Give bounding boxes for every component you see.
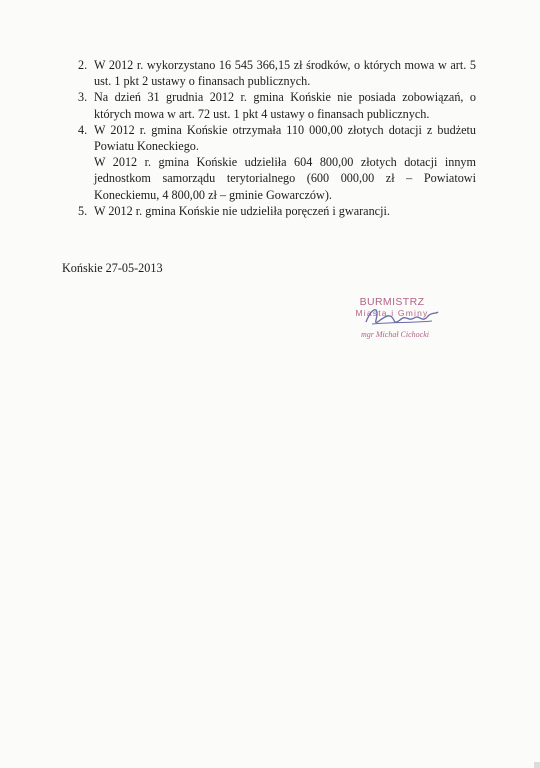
stamp-name: mgr Michał Cichocki [361, 330, 429, 339]
list-item-text: W 2012 r. gmina Końskie nie udzieliła poręczeń i gwarancji. [94, 203, 390, 218]
list-item-text: W 2012 r. gmina Końskie otrzymała 110 000,00 złotych dotacji z budżetu Powiatu Koneckiego. [94, 122, 476, 154]
list-item [78, 122, 476, 203]
list-item-number: 4. [78, 122, 88, 137]
list-item-number: 3. [78, 90, 88, 105]
stamp-subtitle: Miasta i Gminy [355, 308, 429, 318]
stamp-title: BURMISTRZ [359, 296, 425, 308]
list-item [78, 203, 476, 219]
list-item [78, 57, 476, 89]
list-item-text: Na dzień 31 grudnia 2012 r. gmina Końskie nie posiada zobowiązań, o których mowa w art. 72 ust. 1 pkt 4 ustawy o finansach publicznych. [94, 90, 476, 121]
list-item-text: W 2012 r. gmina Końskie udzieliła 604 800,00 złotych dotacji innym jednostkom samorządu terytorialnego (600 000,00 zł – Powiatowi Koneckiemu, 4 800,00 zł – gminie Gowarczów). [94, 155, 476, 202]
place-date: Końskie 27-05-2013 [62, 261, 163, 275]
list-item-text: W 2012 r. wykorzystano 16 545 366,15 zł środków, o których mowa w art. 5 ust. 1 pkt 2 ustawy o finansach publicznych. [94, 58, 476, 89]
numbered-list [78, 57, 476, 219]
scan-corner-mark [534, 762, 540, 768]
list-item [78, 89, 476, 121]
list-item-number: 2. [78, 58, 88, 72]
list-item-number: 5. [78, 203, 88, 218]
signature-image [362, 302, 442, 332]
official-stamp [340, 296, 460, 352]
